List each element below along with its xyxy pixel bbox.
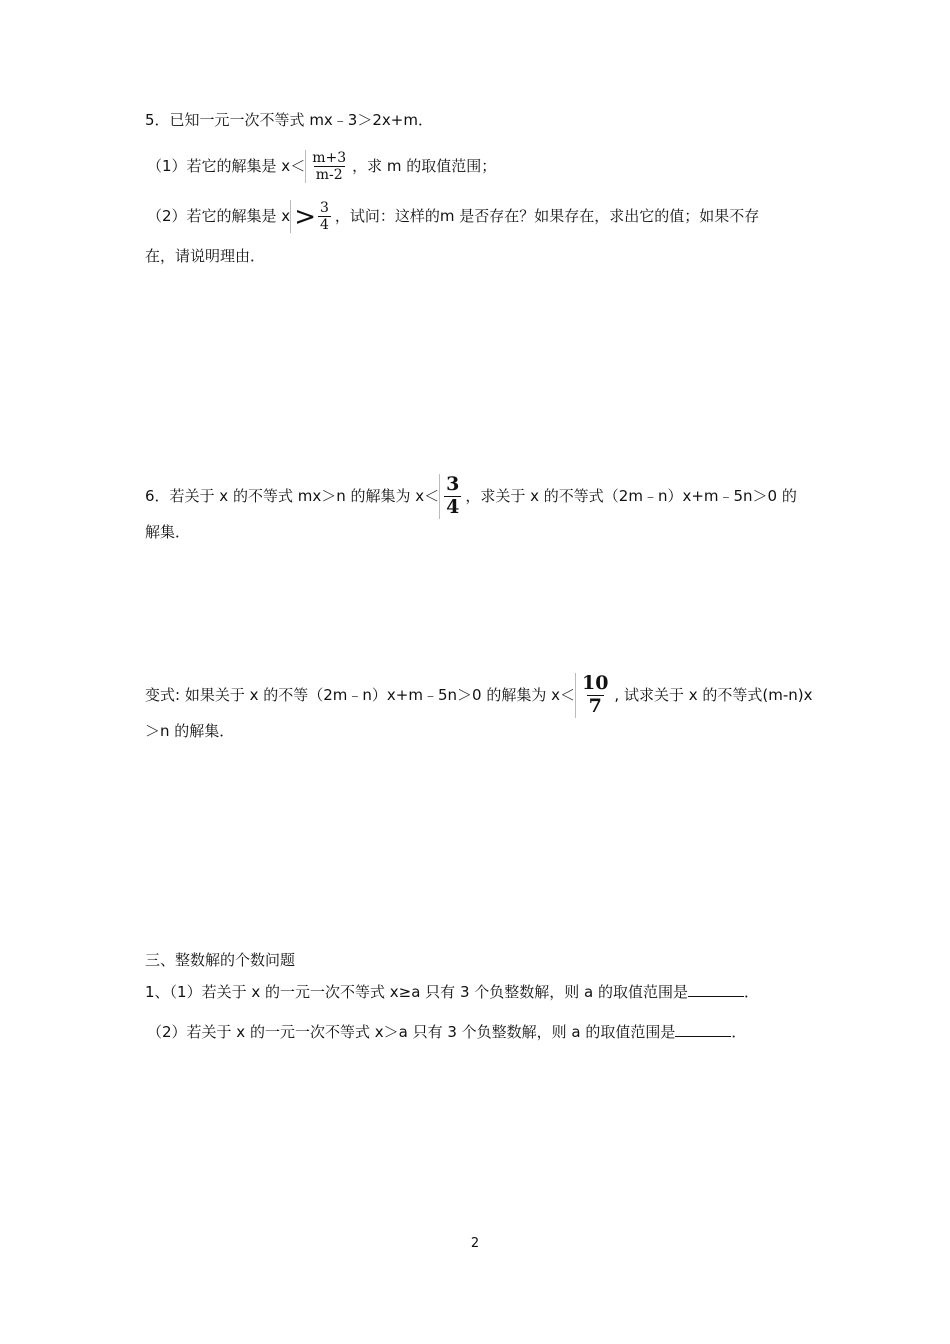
- q5-part2-frac-num: 3: [320, 200, 329, 216]
- variant-frac-num: 10: [581, 672, 609, 694]
- variant-continuation: ＞n 的解集．: [145, 722, 235, 740]
- page-number: 2: [470, 1236, 480, 1251]
- q5-part2-symbol: >: [294, 201, 316, 232]
- section3-q1-part2-text: （2）若关于 x 的一元一次不等式 x＞a 只有 3 个负整数解，则 a 的取值范围是: [147, 1023, 676, 1041]
- q5-part1-prefix: （1）若它的解集是 x＜: [147, 157, 306, 176]
- section3-heading: 三、整数解的个数问题: [145, 951, 296, 969]
- section3-q1-part1-end: ．: [743, 983, 759, 1001]
- q6-prefix: 6．若关于 x 的不等式 mx＞n 的解集为 x＜: [145, 486, 440, 505]
- q5-part1-frac-den: m-2: [315, 167, 343, 184]
- q5-part2-continuation: 在，请说明理由．: [145, 247, 266, 265]
- q6-frac-num: 3: [446, 473, 460, 495]
- q5-part2-prefix: （2）若它的解集是 x: [147, 207, 291, 226]
- q5-part1-frac-num: m+3: [312, 150, 347, 166]
- q5-part2-frac-den: 4: [320, 217, 329, 234]
- answer-blank[interactable]: [688, 982, 744, 997]
- section3-q1-part1: [145, 982, 759, 1002]
- variant-frac-den: 7: [588, 694, 602, 717]
- variant-prefix: 变式: 如果关于 x 的不等（2m﹣n）x+m﹣5n＞0 的解集为 x＜: [145, 685, 575, 704]
- q6-stem: [145, 474, 797, 519]
- q6-continuation: 解集．: [145, 523, 191, 541]
- q5-part2-suffix: ，试问：这样的m 是否存在？如果存在，求出它的值；如果不存: [334, 207, 760, 226]
- q5-part2-fraction: [316, 200, 335, 233]
- variant-stem: [145, 673, 812, 718]
- q6-frac-den: 4: [446, 495, 460, 518]
- answer-blank[interactable]: [675, 1022, 731, 1037]
- q5-part2-fraction-box: [290, 200, 335, 233]
- q6-fraction: [439, 474, 465, 519]
- q6-suffix: ，求关于 x 的不等式（2m﹣n）x+m﹣5n＞0 的: [465, 486, 797, 505]
- variant-fraction: [575, 673, 614, 718]
- variant-suffix: , 试求关于 x 的不等式(m-n)x: [614, 685, 813, 704]
- q5-part1: [147, 150, 496, 183]
- q5-part2: [147, 200, 759, 233]
- q5-part1-suffix: ，求 m 的取值范围；: [352, 157, 497, 176]
- section3-q1-part2: [147, 1022, 746, 1042]
- q5-part1-fraction: [305, 150, 352, 183]
- section3-q1-part1-text: 1、（1）若关于 x 的一元一次不等式 x≥a 只有 3 个负整数解，则 a 的取值范围是: [145, 983, 688, 1001]
- q5-stem: 5．已知一元一次不等式 mx﹣3＞2x+m．: [145, 111, 433, 129]
- section3-q1-part2-end: ．: [731, 1023, 747, 1041]
